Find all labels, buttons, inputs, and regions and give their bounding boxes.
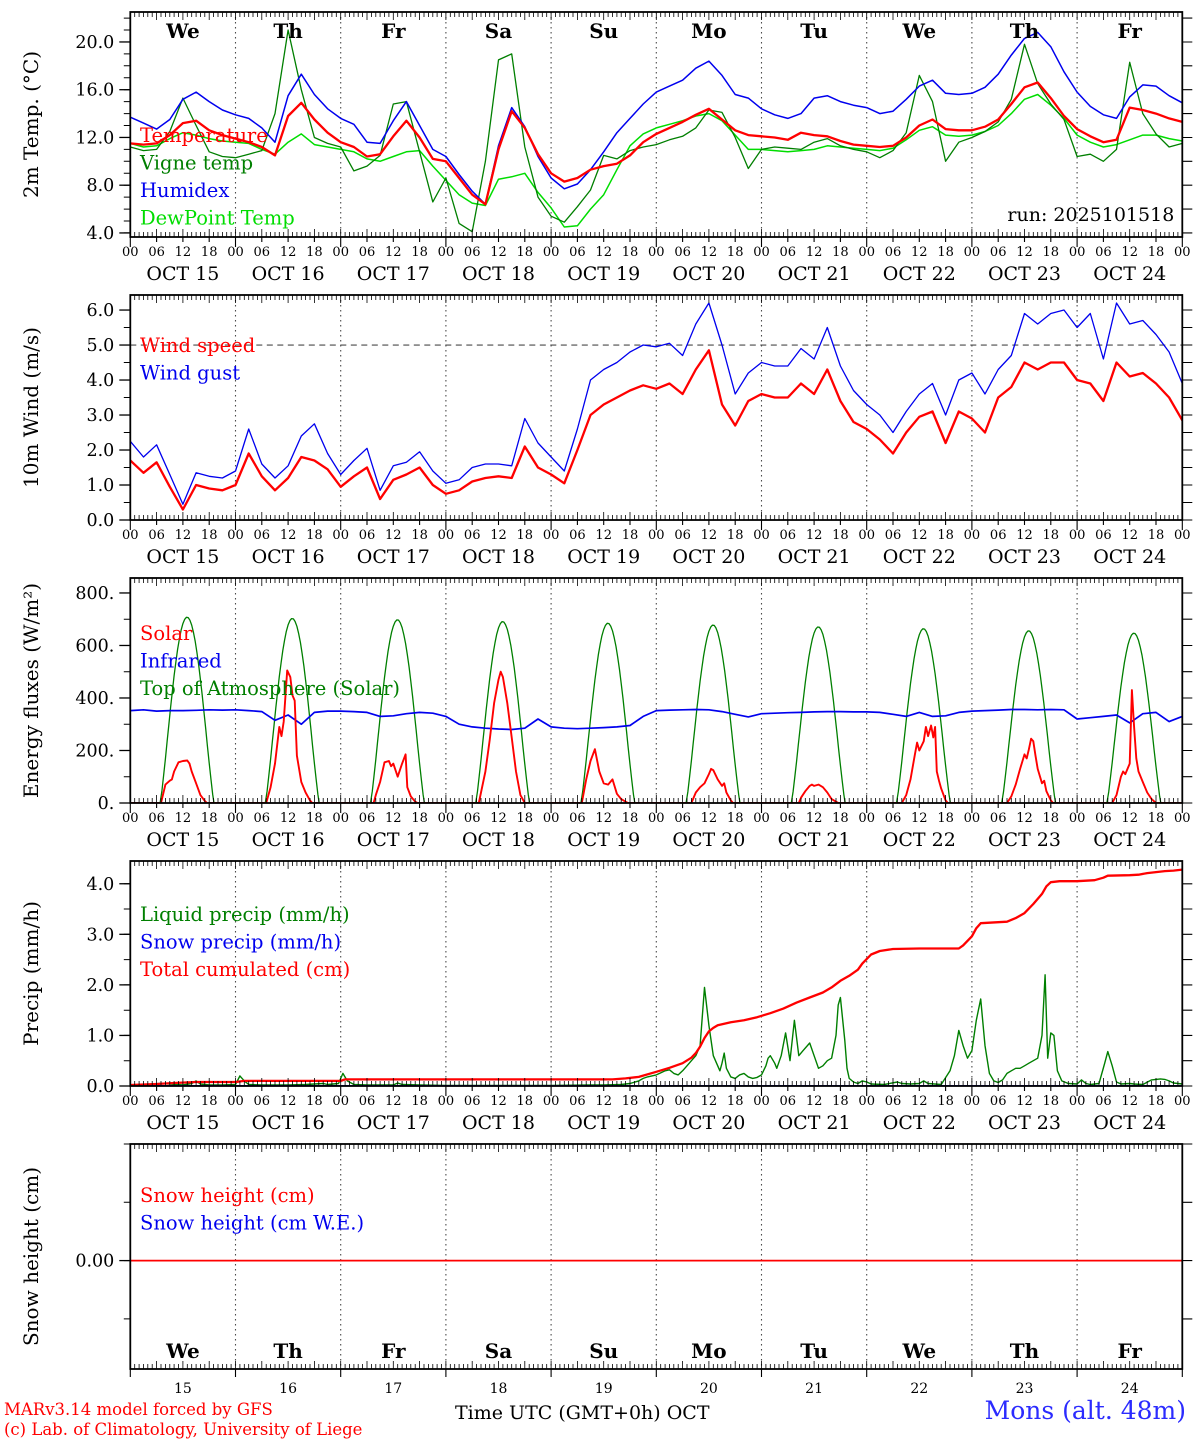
hour-label: 00 [858, 528, 875, 543]
date-label: OCT 19 [567, 546, 641, 568]
ytick-label: 2.0 [86, 441, 115, 462]
ytick-label: 800. [75, 583, 115, 604]
legend-temperature-panel-2: Humidex [140, 179, 230, 202]
hour-label: 00 [332, 1094, 349, 1109]
hour-label: 12 [1016, 528, 1033, 543]
hour-label: 18 [726, 811, 744, 826]
snow-panel [19, 1144, 1192, 1397]
hour-label: 06 [779, 245, 797, 260]
legend-snow-panel-0: Snow height (cm) [140, 1184, 315, 1207]
hour-label: 12 [805, 528, 823, 543]
date-label: OCT 23 [987, 263, 1062, 285]
ytick-label: 0. [97, 794, 115, 814]
hour-label: 12 [911, 528, 928, 543]
legend-energy-panel-0: Solar [140, 622, 193, 645]
hour-label: 06 [1095, 811, 1112, 826]
date-label: OCT 16 [251, 1112, 325, 1134]
date-label: OCT 22 [882, 1112, 956, 1134]
date-label: OCT 16 [251, 546, 325, 568]
date-label: OCT 19 [567, 829, 641, 851]
date-label: OCT 22 [882, 263, 956, 285]
dow-label: Su [589, 1339, 619, 1363]
hour-label: 06 [569, 528, 586, 543]
hour-label: 18 [832, 811, 849, 826]
ytick-label: 600. [75, 636, 115, 657]
hour-label: 06 [463, 528, 481, 543]
dow-label: Fr [381, 19, 406, 43]
date-label: OCT 21 [777, 829, 851, 851]
hour-label: 18 [306, 1094, 323, 1109]
ytick-label: 200. [75, 741, 115, 762]
date-label: OCT 18 [461, 263, 536, 285]
date-label: OCT 23 [987, 829, 1062, 851]
hour-label: 06 [884, 528, 902, 543]
wind-panel [19, 295, 1192, 568]
hour-label: 18 [1147, 528, 1165, 543]
energy-panel [19, 578, 1192, 851]
y-axis-title: Precip (mm/h) [19, 901, 43, 1046]
hour-label: 06 [884, 1094, 902, 1109]
ytick-label: 4.0 [86, 874, 115, 895]
hour-label: 06 [779, 1094, 797, 1109]
hour-label: 18 [306, 811, 323, 826]
hour-label: 06 [674, 245, 691, 260]
date-label: OCT 17 [356, 829, 430, 851]
hour-label: 00 [753, 528, 770, 543]
legend-wind-panel-0: Wind speed [140, 334, 256, 357]
dow-label: We [166, 1339, 200, 1363]
hour-label: 00 [437, 528, 455, 543]
date-label: OCT 15 [146, 263, 220, 285]
hour-label: 00 [332, 811, 349, 826]
ytick-label: 6.0 [86, 301, 115, 322]
hour-label: 12 [490, 245, 507, 260]
date-label: OCT 23 [987, 1112, 1062, 1134]
legend-wind-panel-1: Wind gust [140, 361, 241, 385]
time-axis-label: Time UTC (GMT+0h) OCT [455, 1402, 710, 1424]
hour-label: 18 [516, 1094, 534, 1109]
hour-label: 00 [332, 528, 349, 543]
legend-temperature-panel-3: DewPoint Temp [140, 206, 295, 230]
hour-label: 18 [516, 811, 534, 826]
ytick-label: 0.0 [86, 511, 115, 531]
hour-label: 00 [858, 245, 875, 260]
hour-label: 06 [674, 811, 691, 826]
date-label: OCT 17 [356, 546, 430, 568]
legend-snow-panel-1: Snow height (cm W.E.) [140, 1211, 365, 1235]
hour-label: 06 [884, 245, 902, 260]
date-label: OCT 15 [146, 1112, 220, 1134]
date-label: OCT 19 [567, 263, 641, 285]
dow-label: Mo [691, 1339, 727, 1363]
legend-temperature-panel-0: Temperature [140, 124, 268, 147]
y-axis-title: Snow height (cm) [19, 1166, 43, 1347]
hour-label: 00 [753, 245, 770, 260]
hour-label: 12 [911, 811, 928, 826]
hour-label: 00 [1174, 1094, 1191, 1109]
date-label: OCT 18 [461, 829, 536, 851]
hour-label: 06 [569, 1094, 586, 1109]
dow-label: Sa [484, 1339, 513, 1363]
date-label: OCT 18 [461, 546, 536, 568]
date-label: OCT 24 [1093, 263, 1167, 285]
run-label: run: 2025101518 [1007, 204, 1175, 226]
model-credit-line1: MARv3.14 model forced by GFS [4, 1400, 273, 1419]
hour-label: 18 [1147, 811, 1165, 826]
hour-label: 18 [516, 245, 534, 260]
legend-precip-panel-1: Snow precip (mm/h) [140, 930, 342, 954]
day-number-label: 15 [173, 1381, 192, 1397]
day-number-label: 16 [279, 1381, 298, 1397]
date-label: OCT 15 [146, 829, 220, 851]
legend-temperature-panel-1: Vigne temp [140, 151, 254, 175]
hour-label: 06 [1095, 1094, 1112, 1109]
hour-label: 06 [148, 1094, 165, 1109]
date-label: OCT 20 [672, 1112, 746, 1134]
hour-label: 06 [569, 811, 586, 826]
hour-label: 12 [595, 528, 612, 543]
hour-label: 18 [411, 245, 428, 260]
hour-label: 00 [1068, 811, 1086, 826]
date-label: OCT 19 [567, 1112, 641, 1134]
station-label: Mons (alt. 48m) [984, 1396, 1186, 1425]
hour-label: 06 [989, 528, 1007, 543]
y-axis-title: 10m Wind (m/s) [19, 327, 43, 488]
hour-label: 12 [1121, 1094, 1138, 1109]
hour-label: 12 [279, 528, 297, 543]
hour-label: 12 [595, 811, 612, 826]
hour-label: 00 [648, 528, 665, 543]
hour-label: 18 [200, 528, 218, 543]
hour-label: 00 [963, 245, 981, 260]
hour-label: 18 [1042, 245, 1060, 260]
hour-label: 18 [832, 1094, 849, 1109]
hour-label: 12 [1121, 811, 1138, 826]
hour-label: 18 [306, 245, 323, 260]
hour-label: 12 [1121, 245, 1138, 260]
legend-precip-panel-0: Liquid precip (mm/h) [140, 903, 350, 926]
hour-label: 06 [779, 811, 797, 826]
date-label: OCT 16 [251, 829, 325, 851]
dow-label: Th [1009, 1339, 1040, 1363]
hour-label: 06 [989, 245, 1007, 260]
date-label: OCT 24 [1093, 1112, 1167, 1134]
hour-label: 06 [358, 245, 376, 260]
hour-label: 12 [805, 1094, 823, 1109]
hour-label: 00 [648, 1094, 665, 1109]
ytick-label: 5.0 [86, 336, 115, 357]
hour-label: 06 [463, 245, 481, 260]
dow-label: Fr [1117, 19, 1142, 43]
dow-label: Tu [800, 19, 828, 43]
hour-label: 18 [306, 528, 323, 543]
hour-label: 18 [621, 528, 639, 543]
hour-label: 00 [963, 1094, 981, 1109]
ytick-label: 4.0 [86, 371, 115, 392]
hour-label: 00 [332, 245, 349, 260]
hour-label: 06 [569, 245, 586, 260]
hour-label: 12 [700, 1094, 718, 1109]
hour-label: 00 [963, 811, 981, 826]
dow-label: We [902, 1339, 937, 1363]
ytick-label: 2.0 [86, 975, 115, 996]
hour-label: 06 [358, 1094, 376, 1109]
hour-label: 12 [279, 1094, 297, 1109]
hour-label: 00 [227, 245, 244, 260]
hour-label: 12 [385, 245, 402, 260]
hour-label: 18 [200, 811, 218, 826]
hour-label: 00 [542, 811, 560, 826]
temperature-panel [19, 12, 1192, 285]
day-number-label: 20 [699, 1381, 718, 1397]
hour-label: 00 [122, 1094, 139, 1109]
hour-label: 12 [911, 1094, 928, 1109]
lab-credit-line2: (c) Lab. of Climatology, University of Liege [4, 1420, 363, 1439]
hour-label: 12 [1016, 245, 1033, 260]
hour-label: 18 [832, 528, 849, 543]
hour-label: 00 [542, 528, 560, 543]
day-number-label: 18 [489, 1381, 508, 1397]
date-label: OCT 16 [251, 263, 325, 285]
date-label: OCT 20 [672, 546, 746, 568]
hour-label: 00 [542, 1094, 560, 1109]
hour-label: 18 [726, 1094, 744, 1109]
hour-label: 06 [989, 811, 1007, 826]
hour-label: 06 [884, 811, 902, 826]
series-wind_gust [130, 303, 1182, 504]
hour-label: 00 [437, 811, 455, 826]
y-axis-title: 2m Temp. (°C) [19, 50, 43, 199]
hour-label: 00 [1068, 528, 1086, 543]
ytick-label: 20.0 [75, 32, 115, 53]
hour-label: 00 [227, 811, 244, 826]
hour-label: 06 [1095, 245, 1112, 260]
hour-label: 12 [911, 245, 928, 260]
hour-label: 18 [937, 245, 954, 260]
hour-label: 18 [411, 811, 428, 826]
hour-label: 12 [805, 245, 823, 260]
hour-label: 00 [1174, 811, 1191, 826]
hour-label: 00 [122, 811, 139, 826]
hour-label: 18 [937, 1094, 954, 1109]
ytick-label: 1.0 [86, 1026, 115, 1047]
legend-energy-panel-2: Top of Atmosphere (Solar) [140, 677, 401, 700]
date-label: OCT 17 [356, 263, 430, 285]
date-label: OCT 17 [356, 1112, 430, 1134]
hour-label: 18 [1147, 1094, 1165, 1109]
ytick-label: 8.0 [86, 176, 115, 197]
ytick-label: 0.00 [75, 1251, 115, 1272]
hour-label: 06 [779, 528, 797, 543]
dow-label: Th [273, 1339, 303, 1363]
hour-label: 18 [1042, 1094, 1060, 1109]
ytick-label: 0.0 [86, 1077, 115, 1097]
hour-label: 12 [385, 528, 402, 543]
day-number-label: 17 [384, 1381, 403, 1397]
ytick-label: 3.0 [86, 925, 115, 946]
hour-label: 18 [200, 1094, 218, 1109]
hour-label: 06 [674, 1094, 691, 1109]
hour-label: 06 [463, 811, 481, 826]
hour-label: 00 [858, 811, 875, 826]
date-label: OCT 20 [672, 263, 746, 285]
legend-precip-panel-2: Total cumulated (cm) [140, 958, 351, 981]
hour-label: 00 [542, 245, 560, 260]
hour-label: 12 [385, 811, 402, 826]
legend-energy-panel-1: Infrared [140, 649, 222, 673]
hour-label: 06 [148, 811, 165, 826]
hour-label: 18 [937, 528, 954, 543]
hour-label: 18 [937, 811, 954, 826]
hour-label: 12 [490, 811, 507, 826]
hour-label: 06 [253, 245, 271, 260]
hour-label: 00 [753, 811, 770, 826]
date-label: OCT 24 [1093, 829, 1167, 851]
hour-label: 18 [200, 245, 218, 260]
hour-label: 12 [700, 245, 718, 260]
hour-label: 06 [463, 1094, 481, 1109]
hour-label: 18 [832, 245, 849, 260]
ytick-label: 1.0 [86, 476, 115, 497]
day-number-label: 24 [1120, 1381, 1139, 1397]
date-label: OCT 21 [777, 1112, 851, 1134]
hour-label: 12 [1016, 1094, 1033, 1109]
hour-label: 18 [1147, 245, 1165, 260]
dow-label: We [166, 19, 200, 43]
date-label: OCT 21 [777, 263, 851, 285]
hour-label: 06 [148, 528, 165, 543]
hour-label: 00 [858, 1094, 875, 1109]
hour-label: 18 [621, 811, 639, 826]
hour-label: 06 [253, 811, 271, 826]
hour-label: 12 [174, 528, 192, 543]
day-number-label: 19 [594, 1381, 613, 1397]
hour-label: 18 [411, 1094, 428, 1109]
hour-label: 12 [595, 1094, 612, 1109]
dow-label: Th [1009, 19, 1040, 43]
date-label: OCT 24 [1093, 546, 1167, 568]
hour-label: 00 [1174, 528, 1191, 543]
dow-label: Tu [800, 1339, 828, 1363]
dow-label: Sa [484, 19, 513, 43]
ytick-label: 3.0 [86, 406, 115, 427]
hour-label: 12 [1016, 811, 1033, 826]
hour-label: 18 [621, 245, 639, 260]
hour-label: 12 [490, 528, 507, 543]
hour-label: 00 [648, 811, 665, 826]
hour-label: 18 [411, 528, 428, 543]
hour-label: 00 [122, 528, 139, 543]
series-vigne_temp [130, 30, 1182, 232]
hour-label: 18 [516, 528, 534, 543]
dow-label: Su [589, 19, 619, 43]
hour-label: 18 [1042, 811, 1060, 826]
hour-label: 06 [253, 1094, 271, 1109]
hour-label: 18 [726, 245, 744, 260]
ytick-label: 12.0 [75, 128, 115, 149]
hour-label: 18 [726, 528, 744, 543]
hour-label: 12 [700, 811, 718, 826]
y-axis-title: Energy fluxes (W/m²) [19, 582, 43, 799]
hour-label: 00 [1174, 245, 1191, 260]
hour-label: 06 [989, 1094, 1007, 1109]
hour-label: 06 [358, 811, 376, 826]
date-label: OCT 22 [882, 829, 956, 851]
hour-label: 12 [279, 811, 297, 826]
hour-label: 18 [1042, 528, 1060, 543]
dow-label: Mo [691, 19, 727, 43]
hour-label: 12 [174, 245, 192, 260]
hour-label: 12 [490, 1094, 507, 1109]
day-number-label: 21 [805, 1381, 824, 1397]
hour-label: 12 [174, 1094, 192, 1109]
ytick-label: 16.0 [75, 80, 115, 101]
hour-label: 06 [148, 245, 165, 260]
hour-label: 12 [595, 245, 612, 260]
hour-label: 06 [1095, 528, 1112, 543]
day-number-label: 22 [910, 1381, 929, 1397]
hour-label: 12 [385, 1094, 402, 1109]
hour-label: 00 [1068, 245, 1086, 260]
date-label: OCT 23 [987, 546, 1062, 568]
hour-label: 12 [805, 811, 823, 826]
precip-panel [19, 861, 1192, 1134]
ytick-label: 4.0 [86, 223, 115, 244]
hour-label: 00 [1068, 1094, 1086, 1109]
hour-label: 18 [621, 1094, 639, 1109]
ytick-label: 400. [75, 688, 115, 709]
dow-label: We [902, 19, 937, 43]
hour-label: 06 [674, 528, 691, 543]
hour-label: 12 [174, 811, 192, 826]
hour-label: 00 [437, 245, 455, 260]
hour-label: 12 [700, 528, 718, 543]
hour-label: 00 [648, 245, 665, 260]
hour-label: 00 [122, 245, 139, 260]
date-label: OCT 20 [672, 829, 746, 851]
hour-label: 00 [227, 1094, 244, 1109]
date-label: OCT 15 [146, 546, 220, 568]
hour-label: 00 [437, 1094, 455, 1109]
hour-label: 12 [1121, 528, 1138, 543]
dow-label: Fr [1117, 1339, 1142, 1363]
date-label: OCT 22 [882, 546, 956, 568]
day-number-label: 23 [1015, 1381, 1034, 1397]
date-label: OCT 18 [461, 1112, 536, 1134]
date-label: OCT 21 [777, 546, 851, 568]
dow-label: Fr [381, 1339, 406, 1363]
hour-label: 12 [279, 245, 297, 260]
hour-label: 00 [227, 528, 244, 543]
hour-label: 06 [358, 528, 376, 543]
hour-label: 06 [253, 528, 271, 543]
hour-label: 00 [963, 528, 981, 543]
hour-label: 00 [753, 1094, 770, 1109]
dow-label: Th [273, 19, 303, 43]
